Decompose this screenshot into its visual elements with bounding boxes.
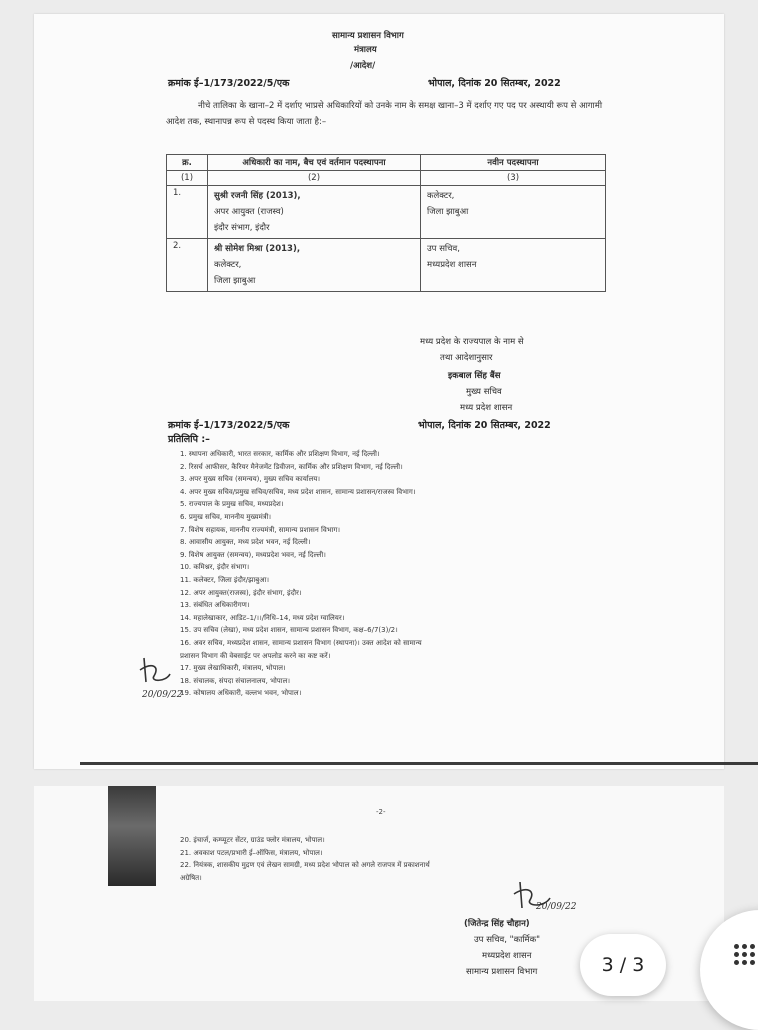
page-number: -2- [376,808,386,816]
list-item: 1. स्थापना अधिकारी, भारत सरकार, कार्मिक और प्रशिक्षण विभाग, नई दिल्ली। [180,450,380,458]
colnum-2: (2) [208,171,421,186]
header-new-posting: नवीन पदस्थापना [421,155,606,171]
copy-list [180,448,422,700]
officer-name: सुश्री रजनी सिंह (2013), [214,191,301,201]
row-new-posting [421,239,606,292]
deputy-secretary-designation: उप सचिव, "कार्मिक" [474,935,541,945]
posting-table [166,154,606,292]
dept-name: सामान्य प्रशासन विभाग [332,31,404,41]
row-officer [208,186,421,239]
list-item: प्रशासन विभाग की वेबसाईट पर अपलोड करने का कष्ट करें। [180,651,331,660]
signatory-name: इकबाल सिंह बैंस [448,371,501,381]
signatory-designation: मुख्य सचिव [466,387,502,397]
list-item: 2. रिसर्च आफीसर, कैरियर मैनेजमेंट डिवीजन, कार्मिक और प्रशिक्षण विभाग, नई दिल्ली। [180,462,403,471]
page2-list [180,834,430,884]
new-post: उप सचिव, [427,244,460,254]
new-place: जिला झाबुआ [427,207,469,217]
list-item: 17. मुख्य लेखाधिकारी, मंत्रालय, भोपाल। [180,664,286,673]
list-item: 20. इंचार्ज, कम्प्यूटर सेंटर, ग्राउंड फ्लोर मंत्रालय, भोपाल। [180,836,325,844]
ministry-name: मंत्रालय [354,45,377,55]
sign-line-1: मध्य प्रदेश के राज्यपाल के नाम से [420,337,524,347]
table-row [167,186,606,239]
new-post: कलेक्टर, [427,191,455,201]
page-indicator[interactable] [580,934,666,996]
row-new-posting [421,186,606,239]
place-date: भोपाल, दिनांक 20 सितम्बर, 2022 [428,78,561,89]
row-sn: 2. [167,239,208,292]
list-item: 6. प्रमुख सचिव, माननीय मुख्यमंत्री। [180,512,272,521]
deputy-secretary-signature-icon [500,878,570,918]
deputy-secretary-name: (जितेन्द्र सिंह चौहान) [464,919,530,929]
order-paragraph: नीचे तालिका के खाना–2 में दर्शाए भाप्रसे अधिकारियों को उनके नाम के समक्ष खाना–3 में दर्शाए गए पद पर अस्थायी रूप से आगामी आदेश तक, स्थानापन्न रूप से पदस्थ किया जाता है:– [166,101,603,127]
list-item: 14. महालेखाकार, आडिट–1/।।/निधि–14, मध्य प्रदेश ग्वालियर। [180,613,345,622]
initial-date: 20/09/22 [142,690,183,700]
order-heading: /आदेश/ [350,61,376,71]
copy-reference-number: क्रमांक ई–1/173/2022/5/एक [168,420,290,431]
table-header-row [167,155,606,171]
list-item: 11. कलेक्टर, जिला इंदौर/झाबुआ। [180,575,270,584]
grid-dots-icon [734,944,756,966]
officer-place: जिला झाबुआ [214,276,256,286]
colnum-3: (3) [421,171,606,186]
deputy-secretary-dept: सामान्य प्रशासन विभाग [466,967,538,977]
list-item: अग्रेषित। [180,873,202,882]
copy-label: प्रतिलिपि :– [168,434,210,445]
list-item: 13. संबंधित अधिकारीगण। [180,601,250,610]
copy-place-date: भोपाल, दिनांक 20 सितम्बर, 2022 [418,420,551,431]
reference-number: क्रमांक ई–1/173/2022/5/एक [168,78,290,89]
new-place: मध्यप्रदेश शासन [427,260,477,270]
initial-signature-icon [136,652,176,692]
list-item: 4. अपर मुख्य सचिव/प्रमुख सचिव/सचिव, मध्य प्रदेश शासन, सामान्य प्रशासन/राजस्व विभाग। [180,487,416,496]
scan-artifact [108,786,156,886]
officer-post: कलेक्टर, [214,260,242,270]
list-item: 22. नियंत्रक, शासकीय मुद्रण एवं लेखन सामग्री, मध्य प्रदेश भोपाल को अगले राजपत्र में प्रकाशनार्थ [180,861,430,870]
row-officer [208,239,421,292]
sign-line-2: तथा आदेशानुसार [440,353,493,363]
list-item: 8. आवासीय आयुक्त, मध्य प्रदेश भवन, नई दिल्ली। [180,538,311,547]
row-sn: 1. [167,186,208,239]
list-item: 15. उप सचिव (लेखा), मध्य प्रदेश शासन, सामान्य प्रशासन विभाग, कक्ष–6/7(3)/2। [180,626,398,635]
list-item: 16. अवर सचिव, मध्यप्रदेश शासन, सामान्य प्रशासन विभाग (स्थापना)। उक्त आदेश को सामान्य [180,638,422,647]
officer-post: अपर आयुक्त (राजस्व) [214,207,284,217]
list-item: 9. विशेष आयुक्त (समन्वय), मध्यप्रदेश भवन, नई दिल्ली। [180,550,326,559]
list-item: 21. अवकाश पटल/प्रभारी ई–ऑफिस, मंत्रालय, भोपाल। [180,848,323,857]
list-item: 3. अपर मुख्य सचिव (समन्वय), मुख्य सचिव कार्यालय। [180,475,321,484]
table-row [167,239,606,292]
signature-date: 20/09/22 [536,902,577,912]
list-item: 5. राज्यपाल के प्रमुख सचिव, मध्यप्रदेश। [180,500,284,509]
officer-name: श्री सोमेश मिश्रा (2013), [214,244,301,254]
page-indicator-label: 3 / 3 [601,954,645,976]
header-sn: क्र. [167,155,208,171]
list-item: 19. कोषालय अधिकारी, वल्लभ भवन, भोपाल। [180,689,302,698]
list-item: 12. अपर आयुक्त(राजस्व), इंदौर संभाग, इंदौर। [180,588,302,597]
list-item: 18. संचालक, संपदा संचालनालय, भोपाल। [180,676,290,685]
table-colnum-row [167,171,606,186]
signatory-govt: मध्य प्रदेश शासन [460,403,513,413]
list-item: 10. कमिश्नर, इंदौर संभाग। [180,563,250,572]
list-item: 7. विशेष सहायक, माननीय राज्यमंत्री, सामान्य प्रशासन विभाग। [180,525,341,534]
colnum-1: (1) [167,171,208,186]
header-officer: अधिकारी का नाम, बैच एवं वर्तमान पदस्थापना [208,155,421,171]
deputy-secretary-govt: मध्यप्रदेश शासन [482,951,532,961]
page-divider [80,762,758,765]
officer-place: इंदौर संभाग, इंदौर [214,223,270,233]
